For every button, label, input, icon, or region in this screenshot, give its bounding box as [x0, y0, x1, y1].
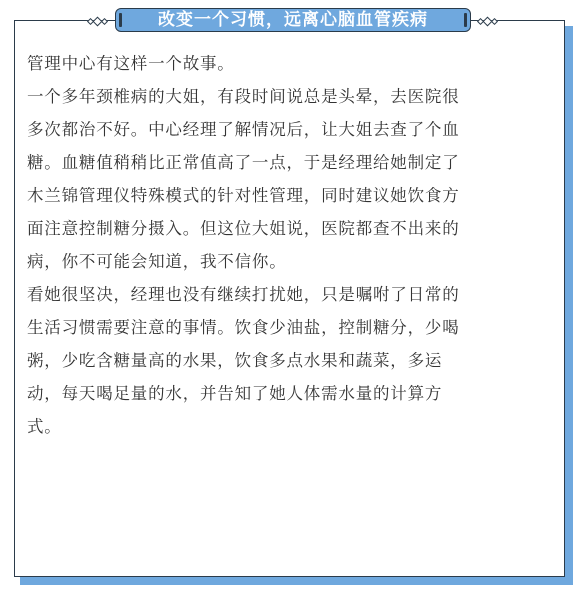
text-line: 病，你不可能会知道，我不信你。	[27, 252, 287, 271]
text-line: 一个多年颈椎病的大姐，有段时间说总是头晕，去医院很	[27, 87, 460, 106]
diamond-icon	[101, 17, 108, 24]
text-line: 多次都治不好。中心经理了解情况后，让大姐去查了个血	[27, 120, 460, 139]
text-line: 木兰锦管理仪特殊模式的针对性管理，同时建议她饮食方	[27, 186, 460, 205]
diamond-icon	[491, 17, 498, 24]
article-body	[27, 47, 553, 443]
header-ornament-right	[478, 15, 497, 27]
text-line: 看她很坚决，经理也没有继续打扰她，只是嘱咐了日常的	[27, 285, 460, 304]
text-line: 粥，少吃含糖量高的水果，饮食多点水果和蔬菜，多运	[27, 351, 443, 370]
text-line: 面注意控制糖分摄入。但这位大姐说，医院都查不出来的	[27, 219, 460, 238]
header-ornament-left	[88, 15, 107, 27]
header-rule-right	[498, 20, 565, 21]
text-line: 生活习惯需要注意的事情。饮食少油盐，控制糖分，少喝	[27, 318, 460, 337]
header-rule-left	[14, 20, 90, 21]
text-line: 动，每天喝足量的水，并告知了她人体需水量的计算方	[27, 384, 443, 403]
text-line: 式。	[27, 417, 62, 436]
text-line: 管理中心有这样一个故事。	[27, 54, 235, 73]
article-title: 改变一个习惯，远离心脑血管疾病	[115, 8, 471, 32]
text-line: 糖。血糖值稍稍比正常值高了一点，于是经理给她制定了	[27, 153, 460, 172]
article-header	[0, 8, 584, 34]
